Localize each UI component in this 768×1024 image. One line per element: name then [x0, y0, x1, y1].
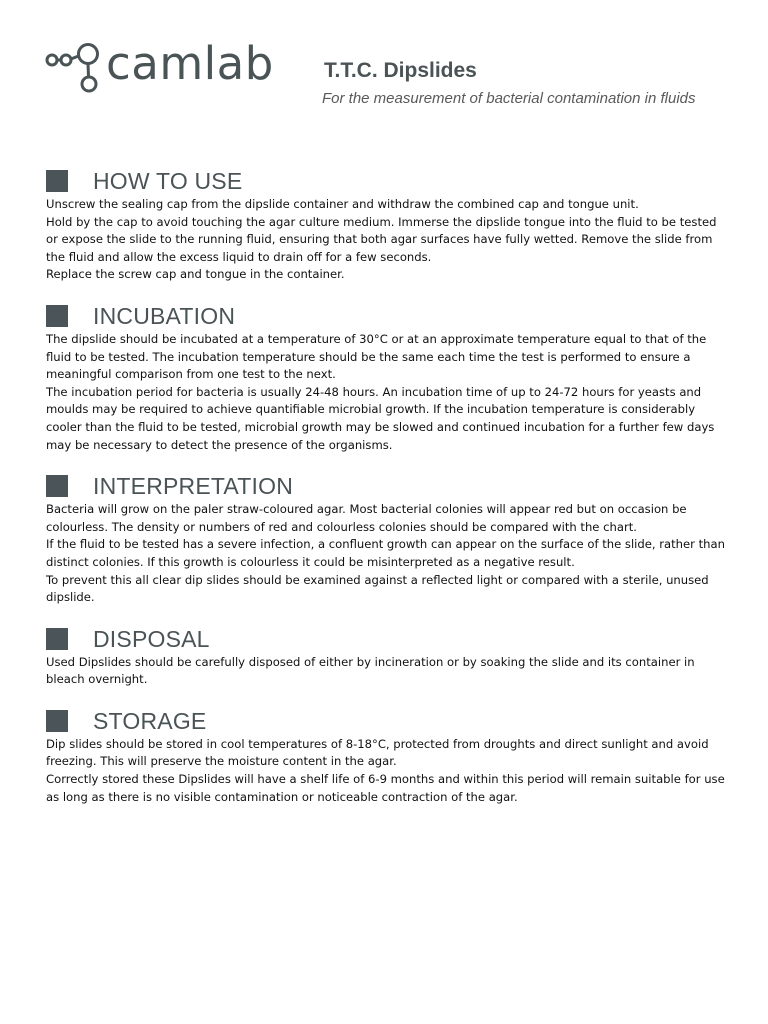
paragraph: To prevent this all clear dip slides should be examined against a reflected light or compared with a sterile, unused dipslide.: [46, 572, 709, 605]
section-title: DISPOSAL: [93, 625, 210, 652]
paragraph: The incubation period for bacteria is usually 24-48 hours. An incubation time of up to 24-72 hours for yeasts and moulds may be required to achieve quantifiable microbial growth. If the incubation temperature is considerably cooler than the fluid to be tested, microbial growth may be slowed and continued incubation for a further few days may be necessary to detect the presence of the organisms.: [46, 384, 715, 452]
section-how-to-use: [46, 168, 726, 284]
section-disposal: [46, 626, 726, 689]
section-heading: [46, 473, 726, 499]
section-title: STORAGE: [93, 707, 207, 734]
section-title: INCUBATION: [93, 302, 236, 329]
molecule-icon: [44, 40, 106, 96]
paragraph: Used Dipslides should be carefully disposed of either by incineration or by soaking the slide and its container in bleach overnight.: [46, 654, 695, 687]
paragraph: Correctly stored these Dipslides will have a shelf life of 6-9 months and within this period will remain suitable for use as long as there is no visible contamination or noticeable contraction of the agar.: [46, 772, 725, 804]
section-heading: [46, 708, 726, 734]
paragraph: Bacteria will grow on the paler straw-coloured agar. Most bacterial colonies will appear red but on occasion be colourless. The density or numbers of red and colourless colonies should be compared with the chart.: [46, 502, 687, 534]
brand-name: camlab: [106, 37, 274, 90]
section-bullet-square: [46, 710, 68, 732]
document-subtitle: For the measurement of bacterial contamination in fluids: [322, 90, 696, 107]
section-interpretation: [46, 473, 726, 607]
section-heading: [46, 303, 726, 329]
section-heading: [46, 168, 726, 194]
paragraph: Dip slides should be stored in cool temperatures of 8-18°C, protected from droughts and direct sunlight and avoid freezing. This will preserve the moisture content in the agar.: [46, 736, 709, 769]
paragraph: Unscrew the sealing cap from the dipslide container and withdraw the combined cap and tongue unit.: [46, 197, 639, 211]
paragraph: Hold by the cap to avoid touching the agar culture medium. Immerse the dipslide tongue into the fluid to be tested or expose the slide to the running fluid, ensuring that both agar surfaces have fully wetted. Remove the slide from the fluid and allow the excess liquid to drain off for a few seconds.: [46, 214, 717, 264]
section-bullet-square: [46, 170, 68, 192]
section-storage: [46, 708, 726, 806]
camlab-logo: [44, 37, 289, 96]
document-header: [0, 0, 768, 130]
document-body: [46, 168, 726, 825]
section-bullet-square: [46, 475, 68, 497]
paragraph: The dipslide should be incubated at a temperature of 30°C or at an approximate temperature equal to that of the fluid to be tested. The incubation temperature should be the same each time the test is performed to ensure a meaningful comparison from one test to the next.: [46, 331, 707, 382]
section-title: HOW TO USE: [93, 168, 243, 194]
document-title: T.T.C. Dipslides: [324, 59, 477, 82]
section-title: INTERPRETATION: [93, 473, 294, 500]
section-bullet-square: [46, 305, 68, 327]
paragraph: If the fluid to be tested has a severe infection, a confluent growth can appear on the surface of the slide, rather than distinct colonies. If this growth is colourless it could be misinterpreted as a negative result.: [46, 537, 725, 569]
paragraph: Replace the screw cap and tongue in the container.: [46, 267, 345, 282]
section-bullet-square: [46, 628, 68, 650]
section-incubation: [46, 303, 726, 454]
section-heading: [46, 626, 726, 652]
